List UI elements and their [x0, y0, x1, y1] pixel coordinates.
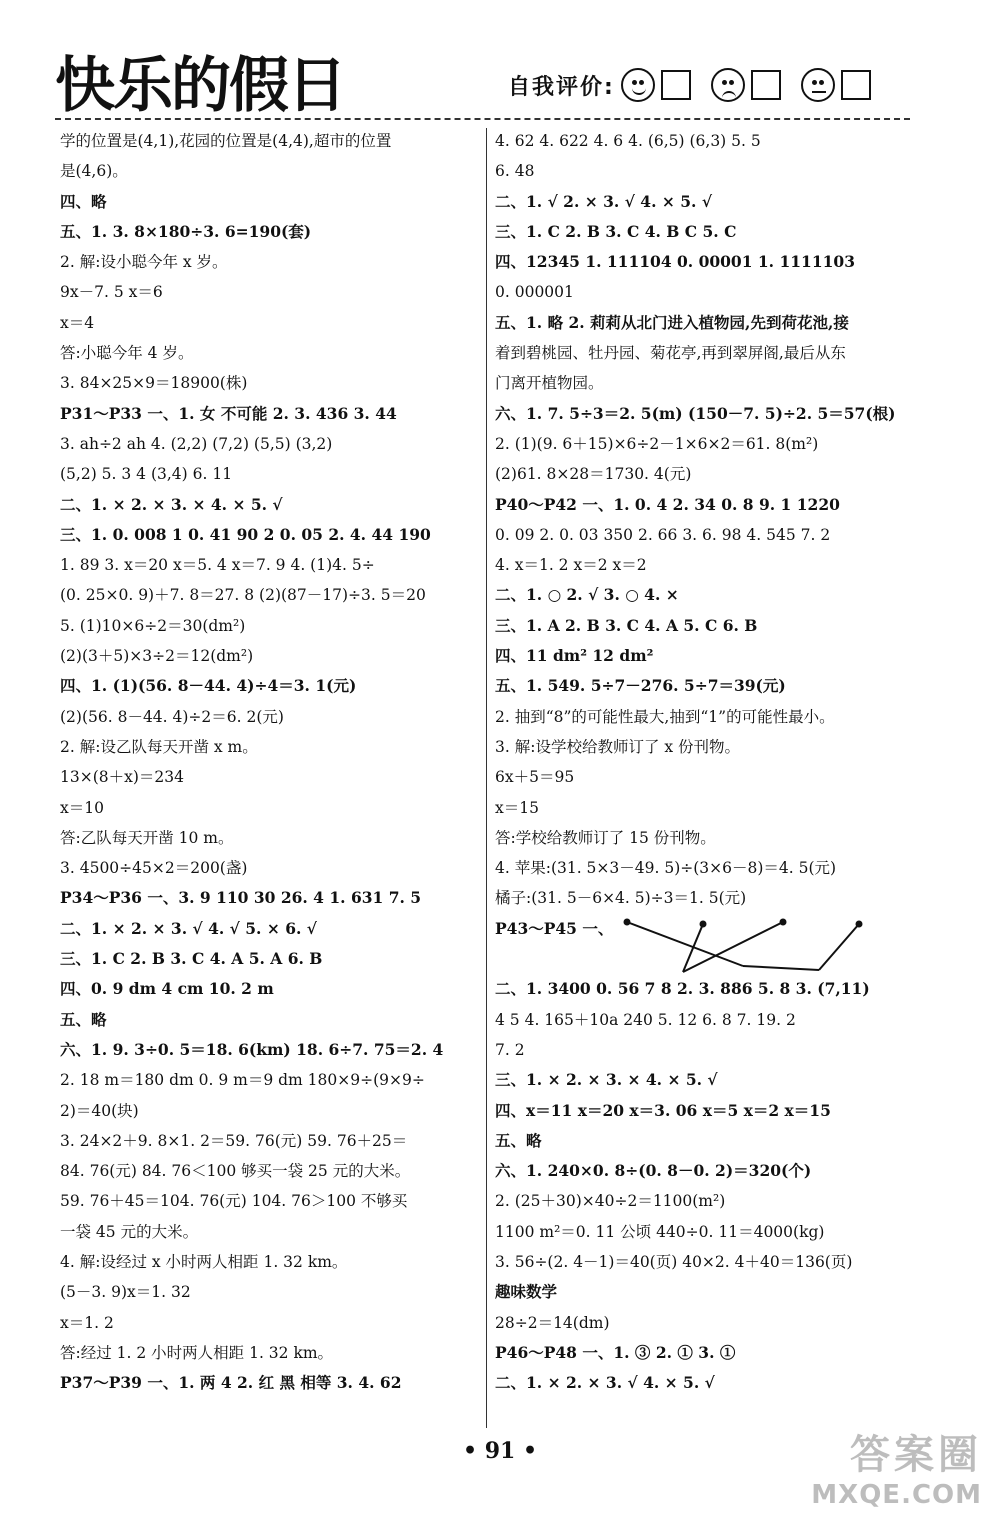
answer-line: 5. (1)10×6÷2＝30(dm²) [60, 616, 246, 635]
answer-line: 四、11 dm² 12 dm² [495, 646, 654, 666]
answer-line: 6. 48 [495, 162, 535, 181]
page-header [0, 0, 1000, 120]
answer-line: 五、1. 略 2. 莉莉从北门进入植物园,先到荷花池,接 [495, 312, 849, 332]
answer-line: 2. 18 m＝180 dm 0. 9 m＝9 dm 180×9÷(9×9÷ [60, 1071, 425, 1090]
answer-line: (2)(3＋5)×3÷2＝12(dm²) [60, 647, 254, 666]
matching-dot [780, 918, 787, 925]
answer-line: 7. 2 [495, 1040, 525, 1059]
answer-line: 三、1. A 2. B 3. C 4. A 5. C 6. B [495, 615, 758, 635]
answer-line: 3. 56÷(2. 4－1)＝40(页) 40×2. 4＋40＝136(页) [495, 1252, 853, 1271]
answer-line: 4. 62 4. 622 4. 6 4. (6,5) (6,3) 5. 5 [495, 132, 761, 150]
matching-dot [856, 920, 863, 927]
answer-line: 4. 苹果:(31. 5×3－49. 5)÷(3×6－8)＝4. 5(元) [495, 859, 837, 878]
answer-line: 3. 4500÷45×2＝200(盏) [60, 859, 248, 878]
answer-line: 五、1. 549. 5÷7－276. 5÷7＝39(元) [495, 676, 786, 696]
answer-line: 着到碧桃园、牡丹园、菊花亭,再到翠屏阁,最后从东 [495, 344, 846, 363]
answer-line: P37～P39 一、1. 两 4 2. 红 黑 相等 3. 4. 62 [60, 1373, 402, 1393]
answer-line: 四、12345 1. 111104 0. 00001 1. 1111103 [495, 252, 855, 272]
answer-line: 三、1. C 2. B 3. C 4. A 5. A 6. B [60, 949, 323, 969]
answer-line: 门离开植物园。 [495, 374, 604, 393]
matching-line [683, 924, 703, 972]
header-divider [55, 118, 910, 120]
page-number: • 91 • [462, 1438, 538, 1464]
answer-line: 3. 解:设学校给教师订了 x 份刊物。 [495, 737, 741, 756]
answer-column-left [60, 126, 480, 1398]
answer-line: P46～P48 一、1. ③ 2. ① 3. ① [495, 1342, 736, 1362]
watermark-url: MXQE.COM [811, 1480, 982, 1510]
answer-line: 二、1. √ 2. × 3. √ 4. × 5. √ [495, 191, 713, 211]
answer-line: 2. 抽到“8”的可能性最大,抽到“1”的可能性最小。 [495, 707, 835, 726]
answer-line: 三、1. 0. 008 1 0. 41 90 2 0. 05 2. 4. 44 190 [60, 524, 431, 544]
answer-line: 二、1. × 2. × 3. √ 4. × 5. √ [495, 1373, 715, 1393]
answer-line: 2. 解:设乙队每天开凿 x m。 [60, 737, 258, 756]
answer-line: 9x－7. 5 x＝6 [60, 283, 163, 302]
answer-line: 橘子:(31. 5－6×4. 5)÷3＝1. 5(元) [495, 889, 747, 908]
answer-line: 二、1. × 2. × 3. √ 4. √ 5. × 6. √ [60, 918, 317, 938]
answer-line: 4 5 4. 165＋10a 240 5. 12 6. 8 7. 19. 2 [495, 1010, 796, 1029]
column-divider [486, 128, 487, 1428]
watermark-logo-text: 答案圈 [850, 1432, 982, 1478]
answer-line: 3. 24×2＋9. 8×1. 2＝59. 76(元) 59. 76＋25＝ [60, 1131, 408, 1150]
answer-line: P40～P42 一、1. 0. 4 2. 34 0. 8 9. 1 1220 [495, 494, 840, 514]
answer-line: x＝15 [495, 798, 539, 817]
answer-line: 三、1. × 2. × 3. × 4. × 5. √ [495, 1070, 718, 1090]
answer-line: 四、0. 9 dm 4 cm 10. 2 m [60, 979, 274, 999]
matching-lines-figure [623, 916, 873, 978]
answer-line: (5－3. 9)x＝1. 32 [60, 1283, 191, 1302]
answer-line: (2)61. 8×28＝1730. 4(元) [495, 465, 692, 484]
answer-line: P34～P36 一、3. 9 110 30 26. 4 1. 631 7. 5 [60, 888, 422, 908]
answer-line: 四、1. (1)(56. 8－44. 4)÷4＝3. 1(元) [60, 676, 357, 696]
neutral-face-icon [801, 68, 835, 102]
answer-line: (0. 25×0. 9)＋7. 8＝27. 8 (2)(87－17)÷3. 5＝20 [60, 586, 426, 605]
answer-line: 答:乙队每天开凿 10 m。 [60, 828, 234, 847]
answer-line: 4. 解:设经过 x 小时两人相距 1. 32 km。 [60, 1252, 348, 1271]
answer-line: x＝10 [60, 798, 104, 817]
answer-line: 1100 m²＝0. 11 公顷 440÷0. 11＝4000(kg) [495, 1222, 825, 1241]
rating-box-good[interactable] [661, 70, 691, 100]
answer-line: 59. 76＋45＝104. 76(元) 104. 76＞100 不够买 [60, 1192, 408, 1211]
answer-line: 2. (1)(9. 6＋15)×6÷2－1×6×2＝61. 8(m²) [495, 434, 819, 453]
answer-line: 五、略 [495, 1130, 542, 1150]
brand-logo: 快乐的假日 [55, 51, 345, 121]
self-evaluation [508, 68, 885, 102]
matching-line [683, 922, 783, 972]
answer-line: 是(4,6)。 [60, 162, 128, 181]
self-eval-label: 自我评价: [508, 74, 615, 100]
matching-line [819, 924, 859, 970]
answer-line: 答:经过 1. 2 小时两人相距 1. 32 km。 [60, 1343, 334, 1362]
answer-line: 1. 89 3. x＝20 x＝5. 4 x＝7. 9 4. (1)4. 5÷ [60, 556, 375, 575]
matching-line [743, 966, 819, 970]
answer-line: (5,2) 5. 3 4 (3,4) 6. 11 [60, 465, 233, 484]
smile-face-icon [621, 68, 655, 102]
answer-line: 三、1. C 2. B 3. C 4. B C 5. C [495, 221, 737, 241]
answer-line: 四、x＝11 x＝20 x＝3. 06 x＝5 x＝2 x＝15 [495, 1100, 831, 1120]
answer-line: 3. ah÷2 ah 4. (2,2) (7,2) (5,5) (3,2) [60, 434, 333, 453]
answer-line: 五、略 [60, 1009, 107, 1029]
answer-line: x＝4 [60, 313, 95, 332]
answer-line: 六、1. 7. 5÷3＝2. 5(m) (150－7. 5)÷2. 5＝57(根) [495, 403, 896, 423]
answer-line: 3. 84×25×9＝18900(株) [60, 374, 248, 393]
answer-line: 6x＋5＝95 [495, 768, 575, 787]
answer-line: 答:学校给教师订了 15 份刊物。 [495, 828, 716, 847]
answer-line: x＝1. 2 [60, 1313, 114, 1332]
answer-line: 2)＝40(块) [60, 1101, 139, 1120]
matching-dot [624, 918, 631, 925]
answer-line: 84. 76(元) 84. 76＜100 够买一袋 25 元的大米。 [60, 1162, 411, 1181]
answer-line: 28÷2＝14(dm) [495, 1313, 610, 1332]
matching-line [627, 922, 743, 966]
answer-line: 0. 000001 [495, 283, 574, 302]
answer-line: 趣味数学 [495, 1282, 558, 1302]
answer-line: P31～P33 一、1. 女 不可能 2. 3. 436 3. 44 [60, 403, 397, 423]
rating-box-neutral[interactable] [841, 70, 871, 100]
matching-dot [700, 920, 707, 927]
sad-face-icon [711, 68, 745, 102]
answer-line: 六、1. 240×0. 8÷(0. 8－0. 2)＝320(个) [495, 1161, 812, 1181]
answer-line: 四、略 [60, 191, 107, 211]
answer-line: 4. x＝1. 2 x＝2 x＝2 [495, 556, 647, 575]
answer-line: 五、1. 3. 8×180÷3. 6=190(套) [60, 221, 312, 241]
rating-box-bad[interactable] [751, 70, 781, 100]
answer-line: 0. 09 2. 0. 03 350 2. 66 3. 6. 98 4. 545 7. 2 [495, 525, 831, 544]
answer-line: 答:小聪今年 4 岁。 [60, 344, 194, 363]
answer-line: 13×(8＋x)＝234 [60, 768, 184, 787]
answer-column-right [495, 126, 915, 1398]
answer-line: 二、1. ○ 2. √ 3. ○ 4. × [495, 585, 679, 605]
answer-line: 2. (25＋30)×40÷2＝1100(m²) [495, 1192, 726, 1211]
answer-line: (2)(56. 8－44. 4)÷2＝6. 2(元) [60, 707, 284, 726]
answer-line: 2. 解:设小聪今年 x 岁。 [60, 253, 228, 272]
watermark [811, 1423, 982, 1510]
answer-line: 二、1. × 2. × 3. × 4. × 5. √ [60, 494, 283, 514]
answer-line: P43～P45 一、 [495, 918, 614, 938]
answer-line: 一袋 45 元的大米。 [60, 1222, 199, 1241]
answer-line: 二、1. 3400 0. 56 7 8 2. 3. 886 5. 8 3. (7,11) [495, 979, 870, 999]
answer-line: 学的位置是(4,1),花园的位置是(4,4),超市的位置 [60, 132, 392, 150]
answer-line: 六、1. 9. 3÷0. 5＝18. 6(km) 18. 6÷7. 75＝2. 4 [60, 1039, 444, 1059]
